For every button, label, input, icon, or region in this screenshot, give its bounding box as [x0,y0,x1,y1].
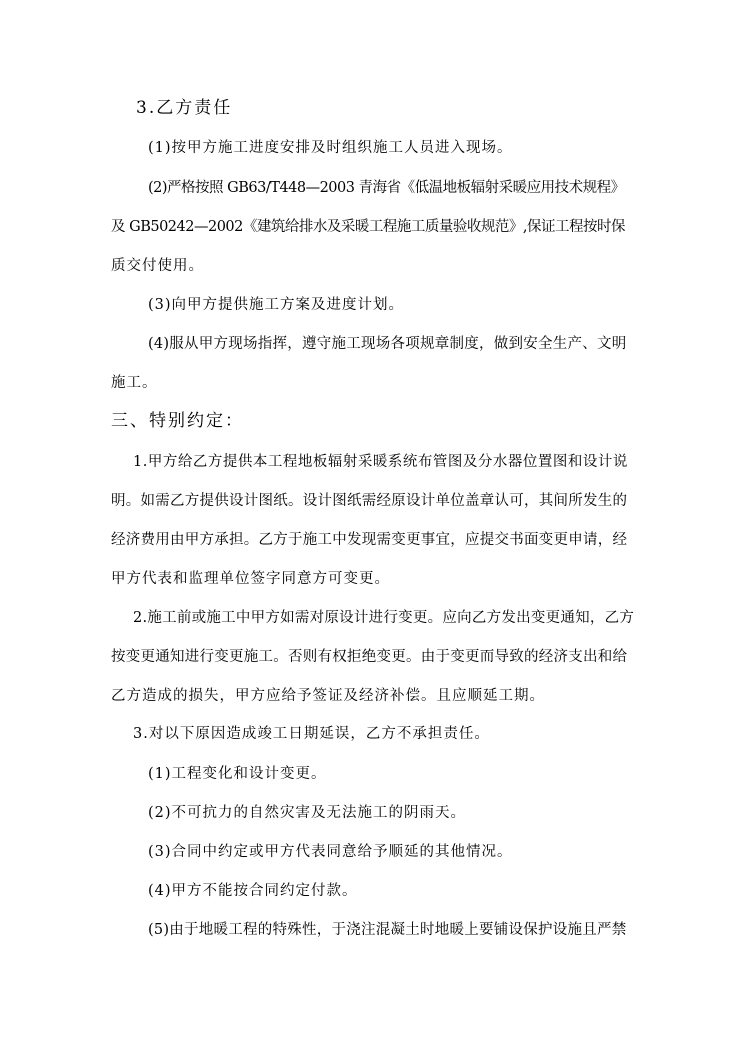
paragraph-item-3: (3)向甲方提供施工方案及进度计划。 [148,297,405,313]
section-title-special-agreement: 三、特别约定： [111,411,244,431]
special-item-1-line-4: 甲方代表和监理单位签字同意方可变更。 [111,571,390,587]
paragraph-item-1: (1)按甲方施工进度安排及时组织施工人员进入现场。 [148,140,513,156]
paragraph-item-4-line-2: 施工。 [111,375,158,391]
special-item-2-line-1: 2.施工前或施工中甲方如需对原设计进行变更。应向乙方发出变更通知，乙方 [133,610,635,626]
special-item-3: 3.对以下原因造成竣工日期延误，乙方不承担责任。 [133,726,490,742]
special-item-2-line-3: 乙方造成的损失，甲方应给予签证及经济补偿。且应顺延工期。 [111,688,545,704]
section-title-party-b-responsibility: 3.乙方责任 [136,98,233,118]
special-item-3-sub-1: (1)工程变化和设计变更。 [148,766,327,782]
special-item-3-sub-2: (2)不可抗力的自然灾害及无法施工的阴雨天。 [148,805,467,821]
special-item-3-sub-5: (5)由于地暖工程的特殊性，于浇注混凝土时地暖上要铺设保护设施且严禁 [148,922,627,938]
special-item-1-line-2: 明。如需乙方提供设计图纸。设计图纸需经原设计单位盖章认可，其间所发生的 [111,493,628,509]
special-item-1-line-1: 1.甲方给乙方提供本工程地板辐射采暖系统布管图及分水器位置图和设计说 [133,454,628,470]
special-item-2-line-2: 按变更通知进行变更施工。否则有权拒绝变更。由于变更而导致的经济支出和给 [111,649,628,665]
paragraph-item-2-line-1: (2)严格按照 GB63/T448—2003 青海省《低温地板辐射采暖应用技术规程》 [148,180,625,196]
paragraph-item-2-line-3: 质交付使用。 [111,258,204,274]
special-item-1-line-3: 经济费用由甲方承担。乙方于施工中发现需变更事宜，应提交书面变更申请，经 [111,532,628,548]
paragraph-item-4-line-1: (4)服从甲方现场指挥，遵守施工现场各项规章制度，做到安全生产、文明 [148,336,627,352]
special-item-3-sub-3: (3)合同中约定或甲方代表同意给予顺延的其他情况。 [148,844,513,860]
special-item-3-sub-4: (4)甲方不能按合同约定付款。 [148,883,358,899]
paragraph-item-2-line-2: 及 GB50242—2002《建筑给排水及采暖工程施工质量验收规范》,保证工程按时保 [111,219,625,235]
